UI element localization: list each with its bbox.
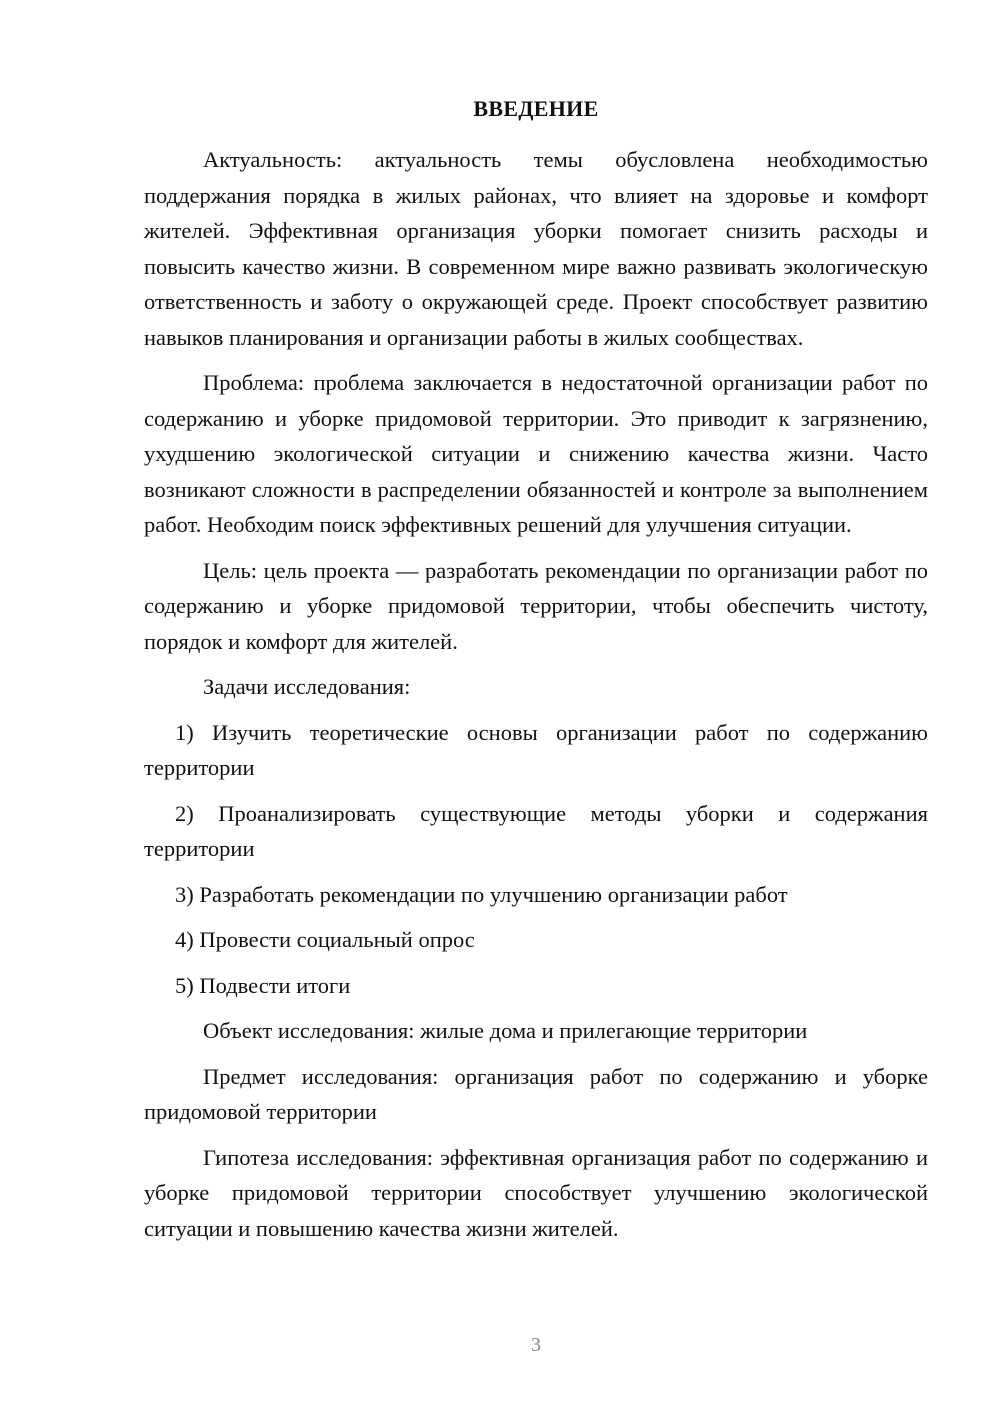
- relevance-paragraph: Актуальность: актуальность темы обусловлена необходимостью поддержания порядка в жилых районах, что влияет на здоровье и комфорт жителей. Эффективная организация уборки помогает снизить расходы и повысить качество жизни. В современном мире важно развивать экологическую ответственность и заботу о окружающей среде. Проект способствует развитию навыков планирования и организации работы в жилых сообществах.: [144, 147, 928, 350]
- document-body: [144, 142, 928, 1246]
- tasks-heading: Задачи исследования:: [203, 674, 411, 699]
- object-paragraph: Объект исследования: жилые дома и прилегающие территории: [203, 1018, 808, 1043]
- subject-paragraph: Предмет исследования: организация работ по содержанию и уборке придомовой территории: [144, 1063, 928, 1124]
- page-number: 3: [531, 1334, 541, 1356]
- task-item-4: 4) Провести социальный опрос: [175, 927, 475, 952]
- task-item-1: 1) Изучить теоретические основы организации работ по содержанию территории: [144, 719, 928, 780]
- goal-paragraph: Цель: цель проекта — разработать рекомендации по организации работ по содержанию и уборке придомовой территории, чтобы обеспечить чистоту, порядок и комфорт для жителей.: [144, 557, 928, 654]
- page-title: ВВЕДЕНИЕ: [473, 96, 599, 121]
- problem-paragraph: Проблема: проблема заключается в недостаточной организации работ по содержанию и уборке придомовой территории. Это приводит к загрязнению, ухудшению экологической ситуации и снижению качества жизни. Часто возникают сложности в распределении обязанностей и контроле за выполнением работ. Необходим поиск эффективных решений для улучшения ситуации.: [144, 370, 928, 537]
- task-item-3: 3) Разработать рекомендации по улучшению организации работ: [175, 881, 788, 907]
- task-item-5: 5) Подвести итоги: [175, 972, 351, 998]
- hypothesis-paragraph: Гипотеза исследования: эффективная организация работ по содержанию и уборке придомовой территории способствует улучшению экологической ситуации и повышению качества жизни жителей.: [144, 1144, 928, 1241]
- task-item-2: 2) Проанализировать существующие методы уборки и содержания территории: [144, 800, 928, 861]
